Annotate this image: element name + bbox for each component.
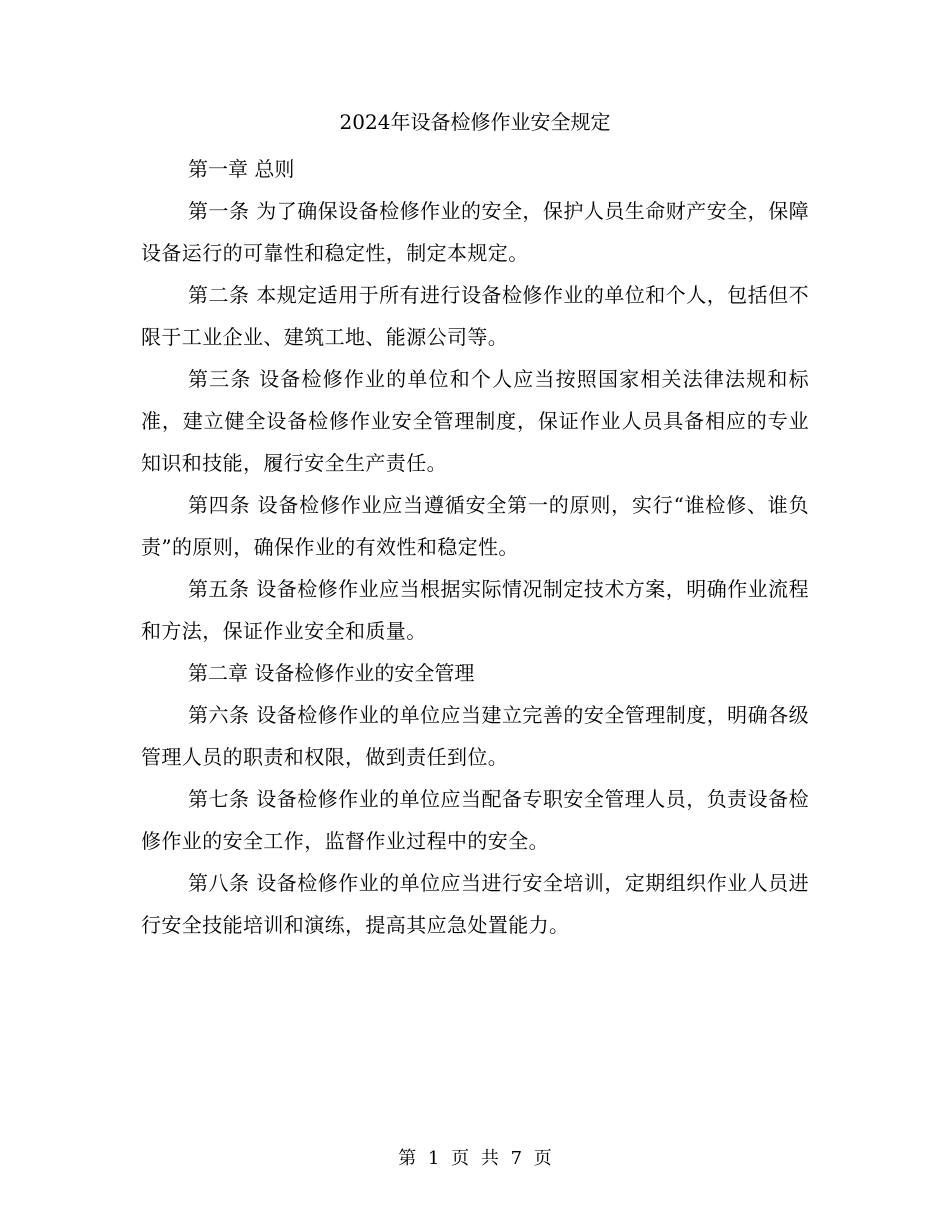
document-title: 2024年设备检修作业安全规定 <box>339 110 611 134</box>
article-paragraph: 第七条 设备检修作业的单位应当配备专职安全管理人员，负责设备检修作业的安全工作，监督作业过程中的安全。 <box>141 787 809 853</box>
article-paragraph: 第八条 设备检修作业的单位应当进行安全培训，定期组织作业人员进行安全技能培训和演练，提高其应急处置能力。 <box>141 871 809 937</box>
article-paragraph: 第五条 设备检修作业应当根据实际情况制定技术方案，明确作业流程和方法，保证作业安全和质量。 <box>141 577 809 643</box>
page-number-footer: 第 1 页 共 7 页 <box>398 1148 552 1169</box>
document-body <box>141 148 809 946</box>
article-paragraph: 第一条 为了确保设备检修作业的安全，保护人员生命财产安全，保障设备运行的可靠性和稳定性，制定本规定。 <box>141 199 809 265</box>
chapter-heading: 第一章 总则 <box>188 157 295 181</box>
article-paragraph: 第六条 设备检修作业的单位应当建立完善的安全管理制度，明确各级管理人员的职责和权限，做到责任到位。 <box>141 703 809 769</box>
article-paragraph: 第二条 本规定适用于所有进行设备检修作业的单位和个人，包括但不限于工业企业、建筑工地、能源公司等。 <box>141 283 809 349</box>
article-paragraph: 第三条 设备检修作业的单位和个人应当按照国家相关法律法规和标准，建立健全设备检修作业安全管理制度，保证作业人员具备相应的专业知识和技能，履行安全生产责任。 <box>141 367 809 475</box>
article-paragraph: 第四条 设备检修作业应当遵循安全第一的原则，实行“谁检修、谁负责”的原则，确保作业的有效性和稳定性。 <box>141 493 809 559</box>
chapter-heading: 第二章 设备检修作业的安全管理 <box>188 661 475 685</box>
